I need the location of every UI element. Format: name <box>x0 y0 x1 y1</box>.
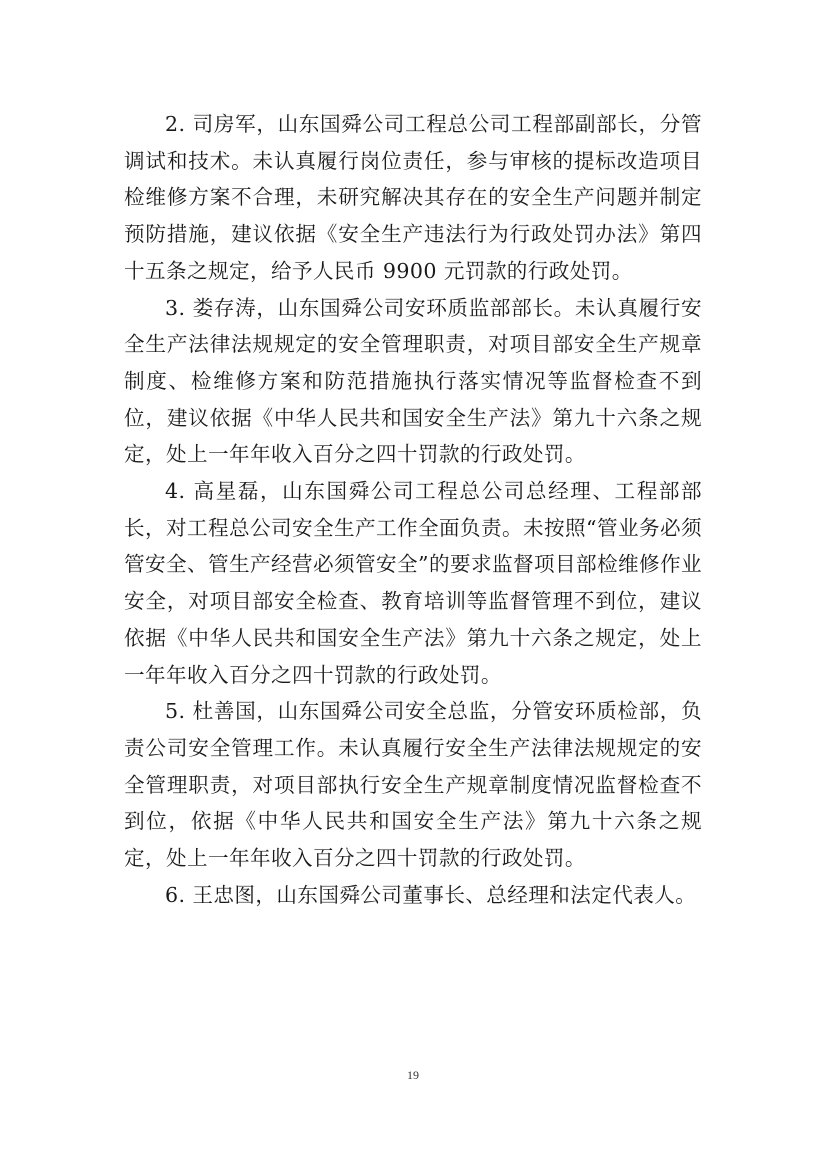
paragraph-item-6: 6. 王忠图，山东国舜公司董事长、总经理和法定代表人。 <box>165 882 697 907</box>
paragraph-item-2: 2. 司房军，山东国舜公司工程总公司工程部副部长，分管调试和技术。未认真履行岗位责任，参与审核的提标改造项目检维修方案不合理，未研究解决其存在的安全生产问题并制定预防措施，建议依据《安全生产违法行为行政处罚办法》第四十五条之规定，给予人民币 9900 元罚款的行政处罚。 <box>124 112 702 283</box>
paragraph-item-4: 4. 高星磊，山东国舜公司工程总公司总经理、工程部部长，对工程总公司安全生产工作全面负责。未按照“管业务必须管安全、管生产经营必须管安全”的要求监督项目部检维修作业安全，对项目部安全检查、教育培训等监督管理不到位，建议依据《中华人民共和国安全生产法》第九十六条之规定，处上一年年收入百分之四十罚款的行政处罚。 <box>124 479 702 687</box>
page-number: 19 <box>407 1068 419 1082</box>
paragraph-item-3: 3. 娄存涛，山东国舜公司安环质监部部长。未认真履行安全生产法律法规规定的安全管理职责，对项目部安全生产规章制度、检维修方案和防范措施执行落实情况等监督检查不到位，建议依据《中华人民共和国安全生产法》第九十六条之规定，处上一年年收入百分之四十罚款的行政处罚。 <box>124 295 702 467</box>
paragraph-item-5: 5. 杜善国，山东国舜公司安全总监，分管安环质检部，负责公司安全管理工作。未认真履行安全生产法律法规规定的安全管理职责，对项目部执行安全生产规章制度情况监督检查不到位，依据《中华人民共和国安全生产法》第九十六条之规定，处上一年年收入百分之四十罚款的行政处罚。 <box>124 699 702 871</box>
